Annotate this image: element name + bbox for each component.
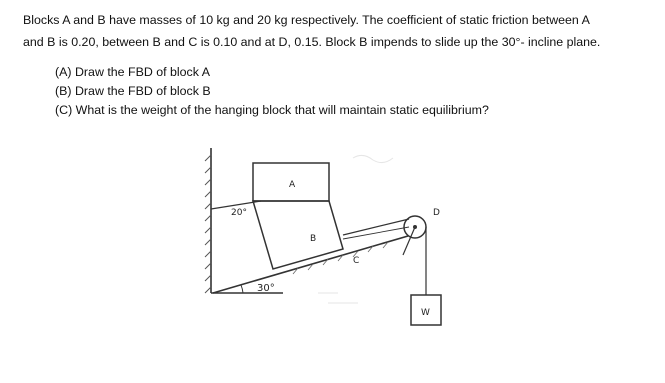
question-list xyxy=(55,63,489,120)
question-a-text: Draw the FBD of block A xyxy=(74,65,210,79)
label-w: W xyxy=(421,308,430,318)
block-a-label: A xyxy=(289,180,296,190)
question-b xyxy=(55,82,489,101)
problem-line-1: Blocks A and B have masses of 10 kg and 20 kg respectively. The coefficient of static friction between A xyxy=(23,13,590,27)
label-c: C xyxy=(353,256,360,266)
question-c-text: What is the weight of the hanging block that will maintain static equilibrium? xyxy=(75,103,489,117)
question-c xyxy=(55,101,489,120)
angle-20-label: 20° xyxy=(231,208,247,218)
question-c-label: (C) xyxy=(55,103,73,117)
angle-30-label: 30° xyxy=(257,283,275,294)
question-a xyxy=(55,63,489,82)
question-b-text: Draw the FBD of block B xyxy=(74,84,211,98)
problem-line-2: and B is 0.20, between B and C is 0.10 and at D, 0.15. Block B impends to slide up the 30°- incline plane. xyxy=(23,35,601,49)
incline-diagram xyxy=(203,143,453,343)
problem-statement xyxy=(23,9,653,53)
question-b-label: (B) xyxy=(55,84,72,98)
question-a-label: (A) xyxy=(55,65,72,79)
block-b-label: B xyxy=(310,234,317,244)
mechanics-figure xyxy=(203,143,453,343)
label-d: D xyxy=(433,208,440,218)
